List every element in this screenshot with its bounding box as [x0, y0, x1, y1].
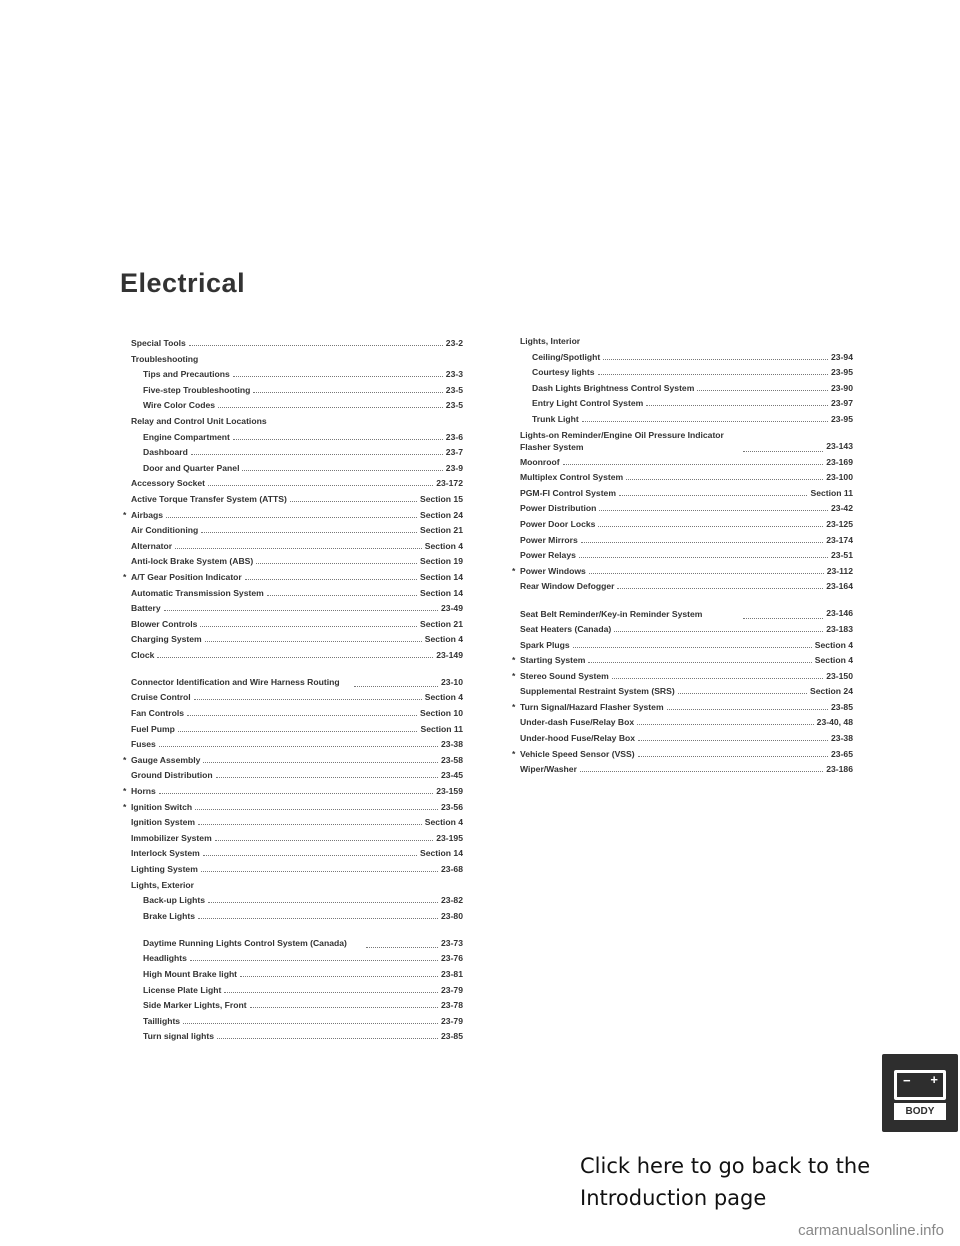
dot-leader	[157, 657, 433, 658]
toc-page-ref[interactable]: 23-68	[441, 864, 463, 874]
toc-page-ref[interactable]: Section 21	[420, 618, 463, 629]
dot-leader	[743, 618, 823, 619]
toc-entry-label: A/T Gear Position Indicator	[131, 571, 242, 582]
toc-entry[interactable]	[131, 706, 463, 722]
dot-leader	[626, 479, 823, 480]
toc-page-ref[interactable]: 23-195	[436, 832, 463, 843]
toc-entry-label: Alternator	[131, 540, 173, 551]
toc-entry-label: Ceiling/Spotlight	[532, 351, 601, 362]
toc-entry[interactable]	[131, 831, 463, 847]
toc-entry-label: Moonroof	[520, 456, 560, 467]
toc-page-ref[interactable]: Section 14	[420, 587, 463, 598]
dot-leader	[580, 771, 823, 772]
dot-leader	[191, 454, 443, 455]
toc-entry-label: High Mount Brake light	[143, 968, 238, 979]
toc-entry[interactable]	[131, 983, 463, 999]
toc-page-ref[interactable]: 23-164	[826, 581, 853, 592]
toc-page-ref[interactable]: 23-112	[826, 565, 853, 576]
dot-leader	[245, 579, 417, 580]
toc-page-ref[interactable]: 23-82	[441, 895, 463, 906]
toc-entry-label: Lights, Exterior	[131, 879, 195, 890]
toc-entry-label: Anti-lock Brake System (ABS)	[131, 556, 254, 567]
toc-entry[interactable]	[131, 430, 463, 446]
dot-leader	[203, 762, 438, 763]
dot-leader	[216, 777, 438, 778]
dot-leader	[233, 439, 443, 440]
toc-entry-label: Cruise Control	[131, 692, 191, 703]
dot-leader	[183, 1023, 438, 1024]
toc-entry[interactable]	[520, 533, 853, 549]
battery-icon	[894, 1070, 946, 1100]
toc-page-ref[interactable]: 23-45	[441, 770, 463, 781]
dot-leader	[189, 345, 443, 346]
watermark: carmanualsonline.info	[798, 1222, 944, 1239]
toc-entry-label: Battery	[131, 603, 161, 614]
section-title: Electrical	[120, 268, 246, 298]
toc-page-ref[interactable]: 23-56	[441, 801, 463, 812]
toc-page-ref[interactable]: 23-95	[831, 367, 853, 378]
toc-entry-label: Power Door Locks	[520, 518, 596, 529]
toc-page-ref[interactable]: Section 14	[420, 571, 463, 582]
toc-page-ref[interactable]: 23-174	[826, 534, 853, 545]
dot-leader	[573, 647, 812, 648]
toc-entry[interactable]	[131, 336, 463, 352]
toc-page-ref[interactable]: Section 14	[420, 848, 463, 859]
toc-entry[interactable]	[520, 412, 853, 428]
dot-leader	[581, 542, 823, 543]
toc-entry[interactable]	[123, 753, 463, 769]
toc-entry-label: Fuses	[131, 739, 156, 750]
toc-page-ref[interactable]: 23-146	[826, 608, 853, 619]
toc-entry-label: Troubleshooting	[131, 353, 199, 364]
toc-page-ref[interactable]: 23-159	[436, 786, 463, 797]
dot-leader	[217, 1038, 438, 1039]
toc-page-ref[interactable]: 23-2	[445, 338, 463, 348]
toc-page-ref[interactable]: 23-42	[831, 503, 853, 514]
toc-page-ref[interactable]: Section 15	[420, 493, 463, 504]
toc-entry-label: Back-up Lights	[143, 895, 206, 906]
toc-page-ref[interactable]: 23-149	[436, 649, 463, 660]
toc-page-ref[interactable]: 23-95	[831, 413, 853, 424]
dot-leader	[194, 699, 422, 700]
toc-entry-label: Air Conditioning	[131, 525, 199, 536]
toc-page-ref[interactable]: Section 4	[424, 634, 463, 645]
toc-entry-label: Side Marker Lights, Front	[143, 1000, 247, 1011]
toc-entry[interactable]	[512, 669, 853, 685]
toc-entry[interactable]	[131, 1014, 463, 1030]
dot-leader	[619, 495, 808, 496]
dot-leader	[617, 588, 823, 589]
dot-leader	[198, 918, 438, 919]
toc-page-ref[interactable]: 23-172	[436, 478, 463, 489]
toc-entry	[520, 334, 853, 350]
toc-entry-label: Power Mirrors	[520, 534, 578, 545]
toc-entry-label: Charging System	[131, 634, 202, 645]
dot-leader	[164, 610, 438, 611]
toc-entry[interactable]	[512, 700, 853, 716]
toc-entry[interactable]	[131, 862, 463, 878]
toc-entry[interactable]	[520, 381, 853, 397]
toc-entry-label: Courtesy lights	[532, 367, 595, 378]
new-item-star: *	[123, 571, 127, 582]
dot-leader	[190, 960, 438, 961]
toc-entry[interactable]	[131, 554, 463, 570]
toc-entry-label: Taillights	[143, 1015, 181, 1026]
dot-leader	[614, 631, 823, 632]
dot-leader	[175, 548, 422, 549]
dot-leader	[195, 809, 438, 810]
toc-entry[interactable]	[520, 501, 853, 517]
dot-leader	[582, 421, 828, 422]
toc-entry-label: Rear Window Defogger	[520, 581, 615, 592]
toc-entry-label: Immobilizer System	[131, 832, 212, 843]
toc-entry[interactable]	[131, 663, 463, 690]
toc-page-ref[interactable]: 23-169	[826, 456, 853, 467]
toc-page-ref[interactable]: Section 21	[420, 525, 463, 536]
toc-page-ref[interactable]: 23-94	[831, 351, 853, 362]
toc-page-ref[interactable]: Section 11	[810, 487, 853, 498]
dot-leader	[612, 678, 823, 679]
toc-page-ref[interactable]: 23-81	[441, 968, 463, 979]
toc-entry-label: Ignition System	[131, 817, 195, 828]
new-item-star: *	[512, 655, 516, 666]
dot-leader	[201, 871, 438, 872]
toc-entry-label: Clock	[131, 649, 155, 660]
dot-leader	[290, 501, 417, 502]
toc-entry-label: Accessory Socket	[131, 478, 206, 489]
dot-leader	[224, 992, 438, 993]
toc-entry-label: Gauge Assembly	[131, 754, 201, 765]
dot-leader	[598, 526, 823, 527]
toc-page-ref[interactable]: 23-5	[445, 400, 463, 411]
new-item-star: *	[512, 748, 516, 759]
toc-page-ref[interactable]: 23-9	[445, 462, 463, 473]
toc-page-ref[interactable]: Section 4	[814, 655, 853, 666]
toc-page-ref[interactable]: 23-78	[441, 1000, 463, 1011]
toc-entry[interactable]	[520, 684, 853, 700]
dot-leader	[354, 686, 438, 687]
toc-page-ref[interactable]: Section 4	[814, 639, 853, 650]
dot-leader	[646, 405, 828, 406]
toc-entry[interactable]	[131, 523, 463, 539]
toc-page-ref[interactable]: 23-85	[441, 1031, 463, 1042]
toc-entry[interactable]	[520, 455, 853, 471]
dot-leader	[256, 563, 417, 564]
toc-page-ref[interactable]: 23-3	[445, 369, 463, 380]
toc-entry-label: Wire Color Codes	[143, 400, 216, 411]
toc-entry[interactable]	[131, 768, 463, 784]
dot-leader	[200, 626, 417, 627]
dot-leader	[178, 731, 418, 732]
dot-leader	[603, 359, 828, 360]
dot-leader	[253, 392, 442, 393]
toc-entry[interactable]	[131, 967, 463, 983]
toc-entry	[131, 352, 463, 368]
dot-leader	[159, 793, 433, 794]
toc-entry-label: Active Torque Transfer System (ATTS)	[131, 493, 287, 504]
dot-leader	[201, 532, 417, 533]
dot-leader	[638, 740, 828, 741]
toc-page-ref[interactable]: 23-150	[826, 670, 853, 681]
toc-page-ref[interactable]: 23-51	[831, 550, 853, 561]
toc-page-ref[interactable]: 23-90	[831, 382, 853, 393]
new-item-star: *	[123, 801, 127, 812]
toc-entry-label: Wiper/Washer	[520, 764, 577, 775]
toc-entry-label: PGM-FI Control System	[520, 487, 616, 498]
toc-entry-label: Under-dash Fuse/Relay Box	[520, 717, 635, 728]
toc-entry-label: Multiplex Control System	[520, 472, 624, 483]
toc-entry[interactable]	[520, 350, 853, 366]
dot-leader	[233, 376, 443, 377]
dot-leader	[203, 855, 417, 856]
dot-leader	[667, 709, 828, 710]
toc-entry[interactable]	[131, 737, 463, 753]
toc-entry-label: Under-hood Fuse/Relay Box	[520, 733, 636, 744]
toc-entry[interactable]	[520, 579, 853, 595]
toc-page-ref[interactable]: 23-7	[445, 447, 463, 458]
toc-entry-label: Daytime Running Lights Control System (Canada)	[143, 938, 347, 949]
toc-entry[interactable]	[131, 445, 463, 461]
toc-entry[interactable]	[512, 653, 853, 669]
toc-page-ref[interactable]: Section 4	[424, 817, 463, 828]
toc-entry[interactable]	[520, 470, 853, 486]
dot-leader	[579, 557, 828, 558]
toc-entry[interactable]	[131, 617, 463, 633]
new-item-star: *	[123, 509, 127, 520]
toc-page-ref[interactable]: 23-100	[826, 472, 853, 483]
toc-entry-label: Interlock System	[131, 848, 200, 859]
toc-entry[interactable]	[512, 564, 853, 580]
toc-page-ref[interactable]: 23-6	[445, 431, 463, 442]
toc-page-ref[interactable]: Section 19	[420, 556, 463, 567]
battery-minus-sign: −	[903, 1073, 911, 1088]
toc-entry-label: Headlights	[143, 953, 187, 964]
toc-entry[interactable]	[520, 548, 853, 564]
toc-entry-label: Fan Controls	[131, 708, 184, 719]
toc-entry[interactable]	[520, 731, 853, 747]
toc-entry[interactable]	[520, 365, 853, 381]
toc-entry[interactable]	[131, 367, 463, 383]
toc-entry[interactable]	[123, 784, 463, 800]
toc-entry[interactable]	[520, 595, 853, 622]
dot-leader	[588, 662, 811, 663]
dot-leader	[250, 1007, 438, 1008]
toc-entry-label: Entry Light Control System	[532, 398, 644, 409]
dot-leader	[598, 374, 828, 375]
toc-entry-label: Horns	[131, 786, 156, 797]
toc-entry-label: Ground Distribution	[131, 770, 213, 781]
toc-page-ref[interactable]: 23-38	[441, 739, 463, 750]
toc-entry-label: Connector Identification and Wire Harness Routing	[131, 677, 340, 688]
toc-entry	[131, 414, 463, 430]
toc-entry[interactable]	[131, 648, 463, 664]
toc-entry-label: Stereo Sound System	[520, 670, 609, 681]
toc-page-ref[interactable]: 23-186	[826, 764, 853, 775]
toc-entry[interactable]	[123, 508, 463, 524]
toc-entry-label: Brake Lights	[143, 910, 196, 921]
toc-entry[interactable]	[131, 1029, 463, 1045]
new-item-star: *	[512, 701, 516, 712]
toc-entry[interactable]	[131, 722, 463, 738]
dot-leader	[743, 451, 823, 452]
toc-entry[interactable]	[512, 747, 853, 763]
toc-page-ref[interactable]: 23-97	[831, 398, 853, 409]
toc-entry[interactable]	[520, 622, 853, 638]
toc-entry	[131, 878, 463, 894]
toc-page-ref[interactable]: 23-80	[441, 910, 463, 921]
toc-entry[interactable]	[131, 998, 463, 1014]
dot-leader	[159, 746, 438, 747]
toc-entry-label: Five-step Troubleshooting	[143, 384, 251, 395]
toc-page-ref[interactable]: Section 4	[424, 540, 463, 551]
toc-entry[interactable]	[131, 951, 463, 967]
toc-entry-label: Relay and Control Unit Locations	[131, 415, 267, 426]
toc-entry[interactable]	[123, 570, 463, 586]
toc-page-ref[interactable]: Section 10	[420, 708, 463, 719]
toc-entry-label: Lights-on Reminder/Engine Oil Pressure Indicator Flasher System	[520, 429, 724, 452]
toc-right-column	[512, 334, 853, 778]
toc-page-ref[interactable]: 23-58	[441, 754, 463, 765]
toc-entry[interactable]	[520, 486, 853, 502]
toc-entry-label: Door and Quarter Panel	[143, 462, 240, 473]
toc-page-ref[interactable]: 23-85	[831, 701, 853, 712]
toc-entry[interactable]	[131, 909, 463, 925]
toc-entry[interactable]	[520, 428, 853, 455]
dot-leader	[218, 407, 443, 408]
toc-entry[interactable]	[520, 517, 853, 533]
toc-page-ref[interactable]: 23-10	[441, 676, 463, 687]
toc-entry-label: Fuel Pump	[131, 723, 175, 734]
toc-page-ref[interactable]: 23-76	[441, 953, 463, 964]
new-item-star: *	[123, 754, 127, 765]
toc-page-ref[interactable]: 23-38	[831, 733, 853, 744]
toc-entry[interactable]	[131, 893, 463, 909]
body-section-badge[interactable]	[882, 1054, 958, 1132]
toc-left-column	[123, 336, 463, 1045]
toc-entry-label: License Plate Light	[143, 984, 222, 995]
toc-entry[interactable]	[520, 762, 853, 778]
new-item-star: *	[123, 786, 127, 797]
toc-entry[interactable]	[131, 846, 463, 862]
dot-leader	[187, 715, 417, 716]
toc-page-ref[interactable]: 23-73	[441, 937, 463, 948]
toc-entry[interactable]	[131, 539, 463, 555]
new-item-star: *	[512, 670, 516, 681]
dot-leader	[366, 947, 438, 948]
toc-entry-label: Blower Controls	[131, 618, 198, 629]
toc-entry-label: Turn signal lights	[143, 1031, 214, 1042]
toc-entry-label: Dash Lights Brightness Control System	[532, 382, 695, 393]
dot-leader	[638, 756, 828, 757]
toc-page-ref[interactable]: Section 4	[424, 692, 463, 703]
dot-leader	[678, 693, 807, 694]
dot-leader	[215, 840, 434, 841]
new-item-star: *	[512, 565, 516, 576]
toc-page-ref[interactable]: 23-79	[441, 1015, 463, 1026]
toc-page-ref[interactable]: Section 11	[420, 723, 463, 734]
toc-entry-label: Power Distribution	[520, 503, 597, 514]
toc-entry[interactable]	[131, 601, 463, 617]
battery-plus-sign: +	[930, 1072, 938, 1087]
dot-leader	[242, 470, 442, 471]
toc-page-ref[interactable]: 23-125	[826, 518, 853, 529]
toc-entry-label: Spark Plugs	[520, 639, 570, 650]
toc-page-ref[interactable]: Section 24	[420, 509, 463, 520]
toc-entry-label: Dashboard	[143, 447, 188, 458]
toc-entry[interactable]	[131, 476, 463, 492]
toc-entry-label: Lights, Interior	[520, 336, 581, 346]
toc-entry[interactable]	[123, 800, 463, 816]
dot-leader	[166, 517, 417, 518]
dot-leader	[637, 724, 814, 725]
dot-leader	[208, 902, 438, 903]
toc-entry-label: Airbags	[131, 509, 163, 520]
dot-leader	[697, 390, 828, 391]
toc-entry-label: Vehicle Speed Sensor (VSS)	[520, 748, 635, 759]
dot-leader	[563, 464, 824, 465]
badge-label: BODY	[894, 1103, 946, 1120]
dot-leader	[589, 573, 824, 574]
toc-entry[interactable]	[131, 383, 463, 399]
toc-entry-label: Seat Belt Reminder/Key-in Reminder System	[520, 608, 703, 619]
toc-page-ref[interactable]: 23-49	[441, 603, 463, 614]
toc-page-ref[interactable]: 23-65	[831, 748, 853, 759]
dot-leader	[205, 641, 422, 642]
back-to-introduction-link[interactable]: Click here to go back to the Introduction page	[580, 1154, 871, 1210]
dot-leader	[208, 485, 433, 486]
toc-entry-label: Special Tools	[131, 338, 186, 348]
toc-entry[interactable]	[131, 398, 463, 414]
toc-page-ref[interactable]: 23-5	[445, 384, 463, 395]
toc-entry[interactable]	[131, 632, 463, 648]
toc-entry[interactable]	[131, 492, 463, 508]
dot-leader	[267, 595, 417, 596]
toc-entry-label: Trunk Light	[532, 413, 579, 424]
toc-entry-label: Turn Signal/Hazard Flasher System	[520, 701, 664, 712]
toc-entry[interactable]	[131, 815, 463, 831]
toc-entry[interactable]	[131, 924, 463, 951]
toc-page-ref[interactable]: 23-183	[826, 623, 853, 634]
toc-page-ref[interactable]: 23-143	[826, 440, 853, 451]
dot-leader	[240, 976, 438, 977]
toc-entry[interactable]	[131, 586, 463, 602]
toc-entry-label: Power Windows	[520, 565, 586, 576]
dot-leader	[599, 510, 828, 511]
toc-entry-label: Automatic Transmission System	[131, 587, 264, 598]
dot-leader	[198, 824, 422, 825]
toc-entry-label: Supplemental Restraint System (SRS)	[520, 686, 675, 697]
toc-entry[interactable]	[520, 638, 853, 654]
toc-page-ref[interactable]: Section 24	[810, 686, 853, 697]
toc-entry[interactable]	[520, 396, 853, 412]
toc-entry-label: Power Relays	[520, 550, 576, 561]
toc-entry-label: Ignition Switch	[131, 801, 193, 812]
toc-page-ref[interactable]: 23-79	[441, 984, 463, 995]
toc-entry-label: Starting System	[520, 655, 586, 666]
toc-entry[interactable]	[131, 461, 463, 477]
toc-page-ref[interactable]: 23-40, 48	[816, 717, 853, 728]
toc-entry-label: Seat Heaters (Canada)	[520, 623, 612, 634]
toc-entry-label: Tips and Precautions	[143, 369, 230, 380]
toc-entry[interactable]	[520, 715, 853, 731]
toc-entry-label: Engine Compartment	[143, 431, 230, 442]
toc-entry-label: Lighting System	[131, 864, 198, 874]
toc-entry[interactable]	[131, 690, 463, 706]
